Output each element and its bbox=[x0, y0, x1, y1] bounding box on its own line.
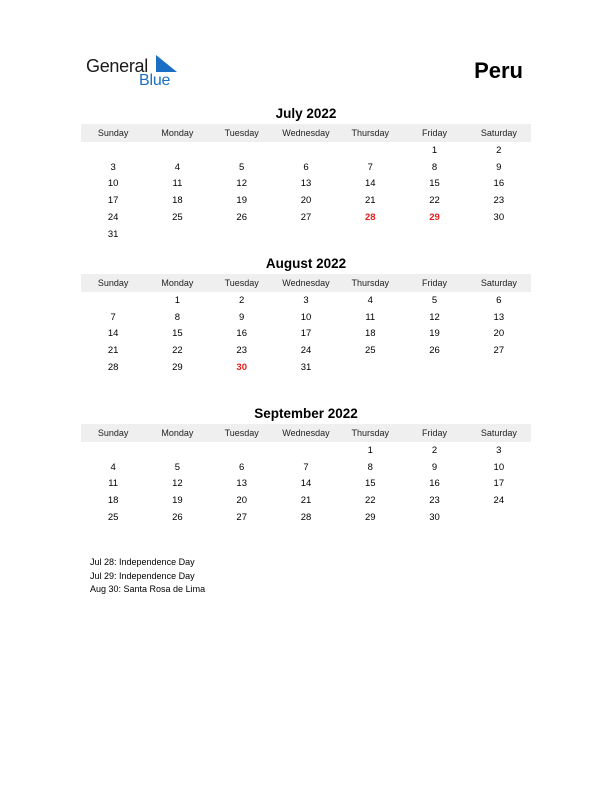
weekday-label: Tuesday bbox=[224, 128, 259, 138]
day-cell: 17 bbox=[300, 328, 312, 340]
day-cell: 5 bbox=[239, 161, 245, 173]
day-cell: 29 bbox=[172, 362, 183, 374]
week-row bbox=[81, 142, 531, 159]
day-cell: 5 bbox=[431, 294, 438, 306]
day-cell: 4 bbox=[174, 161, 181, 173]
day-cell: 19 bbox=[236, 195, 247, 207]
day-cell: 15 bbox=[429, 178, 440, 190]
day-cell: 27 bbox=[493, 345, 505, 357]
day-cell: 14 bbox=[300, 478, 312, 490]
day-cell: 25 bbox=[172, 212, 183, 224]
day-cell: 22 bbox=[429, 195, 440, 207]
day-cell: 12 bbox=[172, 478, 183, 490]
generalblue-logo bbox=[86, 52, 186, 92]
day-cell: 8 bbox=[431, 161, 438, 173]
weekday-label: Tuesday bbox=[224, 278, 259, 288]
weekday-header bbox=[81, 424, 531, 442]
holiday-list bbox=[90, 556, 205, 597]
weekday-label: Wednesday bbox=[282, 128, 330, 138]
month-calendar-august bbox=[81, 254, 531, 376]
holiday-day-cell: 29 bbox=[429, 212, 440, 224]
day-cell: 15 bbox=[172, 328, 183, 340]
day-cell: 9 bbox=[496, 161, 502, 173]
day-cell: 23 bbox=[429, 495, 440, 507]
day-cell: 31 bbox=[107, 228, 119, 240]
week-row bbox=[81, 359, 531, 376]
weekday-label: Sunday bbox=[97, 278, 129, 288]
day-cell: 21 bbox=[107, 345, 119, 357]
holiday-day-cell: 28 bbox=[364, 212, 376, 224]
day-cell: 18 bbox=[364, 328, 376, 340]
day-cell: 16 bbox=[429, 478, 440, 490]
week-row bbox=[81, 192, 531, 209]
day-cell: 1 bbox=[174, 294, 181, 306]
month-calendar-september bbox=[81, 404, 531, 526]
day-cell: 4 bbox=[367, 294, 373, 306]
day-cell: 10 bbox=[107, 178, 119, 190]
day-cell: 13 bbox=[300, 178, 312, 190]
day-cell: 13 bbox=[236, 478, 247, 490]
month-title: August 2022 bbox=[265, 256, 347, 271]
weekday-label: Saturday bbox=[480, 128, 517, 138]
day-cell: 31 bbox=[300, 362, 312, 374]
day-cell: 29 bbox=[364, 512, 376, 524]
day-cell: 20 bbox=[493, 328, 505, 340]
day-cell: 16 bbox=[493, 178, 505, 190]
day-cell: 8 bbox=[174, 311, 181, 323]
week-row bbox=[81, 309, 531, 326]
day-cell: 2 bbox=[496, 144, 502, 156]
week-row bbox=[81, 209, 531, 226]
day-cell: 15 bbox=[364, 478, 376, 490]
weekday-label: Saturday bbox=[480, 278, 517, 288]
day-cell: 26 bbox=[172, 512, 183, 524]
week-row bbox=[81, 292, 531, 309]
day-cell: 3 bbox=[110, 161, 116, 173]
logo-blue-text: Blue bbox=[139, 72, 171, 89]
month-title: July 2022 bbox=[275, 106, 337, 121]
day-cell: 28 bbox=[107, 362, 119, 374]
weekday-label: Sunday bbox=[97, 428, 129, 438]
weekday-label: Friday bbox=[422, 428, 448, 438]
day-cell: 7 bbox=[367, 161, 373, 173]
day-cell: 6 bbox=[496, 294, 502, 306]
day-cell: 20 bbox=[236, 495, 247, 507]
day-cell: 28 bbox=[300, 512, 312, 524]
day-cell: 24 bbox=[107, 212, 119, 224]
day-cell: 7 bbox=[110, 311, 116, 323]
weekday-label: Tuesday bbox=[224, 428, 259, 438]
day-cell: 18 bbox=[172, 195, 183, 207]
week-row bbox=[81, 226, 531, 243]
logo-triangle-icon bbox=[156, 55, 178, 73]
day-cell: 27 bbox=[300, 212, 312, 224]
day-cell: 11 bbox=[108, 478, 119, 490]
weekday-label: Thursday bbox=[351, 128, 390, 138]
country-title: Peru bbox=[474, 58, 523, 83]
day-cell: 14 bbox=[107, 328, 119, 340]
month-title: September 2022 bbox=[254, 406, 358, 421]
week-row bbox=[81, 476, 531, 493]
weekday-header bbox=[81, 274, 531, 292]
weekday-label: Monday bbox=[161, 128, 194, 138]
day-cell: 9 bbox=[239, 311, 245, 323]
week-row bbox=[81, 159, 531, 176]
weekday-label: Wednesday bbox=[282, 278, 330, 288]
weekday-label: Monday bbox=[161, 278, 194, 288]
day-cell: 25 bbox=[364, 345, 376, 357]
day-cell: 3 bbox=[303, 294, 309, 306]
day-cell: 22 bbox=[172, 345, 183, 357]
weekday-label: Sunday bbox=[97, 128, 129, 138]
day-cell: 21 bbox=[364, 195, 376, 207]
day-cell: 2 bbox=[431, 444, 438, 456]
day-cell: 8 bbox=[367, 461, 373, 473]
day-cell: 30 bbox=[429, 512, 440, 524]
day-cell: 27 bbox=[236, 512, 247, 524]
day-cell: 23 bbox=[236, 345, 247, 357]
day-cell: 17 bbox=[493, 478, 505, 490]
holiday-entry: Aug 30: Santa Rosa de Lima bbox=[90, 584, 206, 594]
day-cell: 3 bbox=[496, 444, 502, 456]
day-cell: 13 bbox=[493, 311, 505, 323]
weekday-label: Friday bbox=[422, 128, 448, 138]
day-cell: 18 bbox=[107, 495, 119, 507]
day-cell: 24 bbox=[493, 495, 505, 507]
day-cell: 26 bbox=[236, 212, 247, 224]
day-cell: 11 bbox=[172, 178, 183, 190]
day-cell: 23 bbox=[493, 195, 505, 207]
day-cell: 17 bbox=[107, 195, 119, 207]
day-cell: 6 bbox=[303, 161, 309, 173]
week-row bbox=[81, 492, 531, 509]
weekday-label: Monday bbox=[161, 428, 194, 438]
day-cell: 25 bbox=[107, 512, 119, 524]
weekday-header bbox=[81, 124, 531, 142]
day-cell: 26 bbox=[429, 345, 440, 357]
weekday-label: Saturday bbox=[480, 428, 517, 438]
day-cell: 16 bbox=[236, 328, 247, 340]
weekday-label: Wednesday bbox=[282, 428, 330, 438]
day-cell: 10 bbox=[300, 311, 312, 323]
day-cell: 1 bbox=[367, 444, 373, 456]
week-row bbox=[81, 459, 531, 476]
day-cell: 7 bbox=[303, 461, 309, 473]
day-cell: 22 bbox=[364, 495, 376, 507]
week-row bbox=[81, 176, 531, 193]
weekday-label: Thursday bbox=[351, 278, 390, 288]
day-cell: 5 bbox=[174, 461, 181, 473]
day-cell: 14 bbox=[364, 178, 376, 190]
weekday-label: Thursday bbox=[351, 428, 390, 438]
week-row bbox=[81, 442, 531, 459]
day-cell: 2 bbox=[239, 294, 245, 306]
logo-general-text: General bbox=[86, 56, 148, 76]
day-cell: 24 bbox=[300, 345, 312, 357]
day-cell: 21 bbox=[300, 495, 312, 507]
holiday-entry: Jul 29: Independence Day bbox=[90, 570, 195, 581]
day-cell: 1 bbox=[431, 144, 438, 156]
day-cell: 10 bbox=[493, 461, 505, 473]
day-cell: 4 bbox=[110, 461, 116, 473]
holiday-entry: Jul 28: Independence Day bbox=[90, 557, 195, 567]
weekday-label: Friday bbox=[422, 278, 448, 288]
day-cell: 6 bbox=[239, 461, 245, 473]
day-cell: 20 bbox=[300, 195, 312, 207]
day-cell: 12 bbox=[429, 311, 440, 323]
day-cell: 19 bbox=[172, 495, 183, 507]
day-cell: 19 bbox=[429, 328, 440, 340]
holiday-day-cell: 30 bbox=[236, 362, 247, 374]
day-cell: 11 bbox=[365, 311, 376, 323]
month-calendar-july bbox=[81, 104, 531, 243]
day-cell: 9 bbox=[431, 461, 438, 473]
week-row bbox=[81, 342, 531, 359]
day-cell: 30 bbox=[493, 212, 505, 224]
day-cell: 12 bbox=[236, 178, 247, 190]
week-row bbox=[81, 326, 531, 343]
week-row bbox=[81, 509, 531, 526]
